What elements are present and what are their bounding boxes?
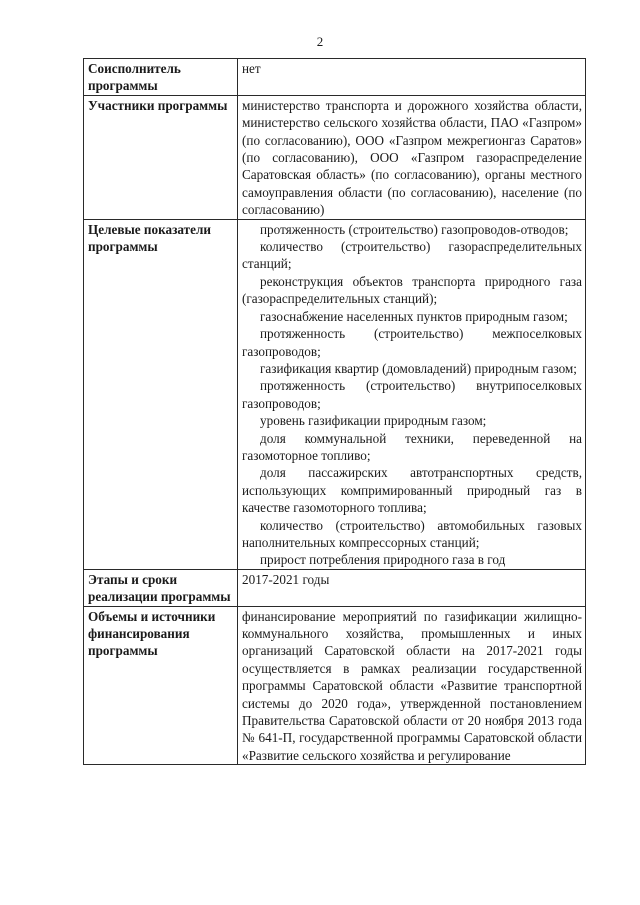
- table-row: [84, 569, 586, 606]
- value-paragraph: финансирование мероприятий по газификации жилищно-коммунального хозяйства, промышленных и иных организаций Саратовской области на 2017-2021 годы осуществляется в рамках реализации государственной программы Саратовской области «Развитие транспортной системы до 2020 года», утвержденной постановлением Правительства Саратовской области от 20 ноября 2013 года № 641-П, государственной программы Саратовской области «Развитие сельского хозяйства и регулирование: [242, 608, 582, 763]
- value-paragraph: протяженность (строительство) межпоселковых газопроводов;: [242, 326, 582, 359]
- value-paragraph: доля коммунальной техники, переведенной на газомоторное топливо;: [242, 430, 582, 463]
- value-paragraph: нет: [242, 61, 261, 76]
- table-row: [84, 59, 586, 96]
- row-label: Участники программы: [84, 95, 238, 219]
- value-paragraph: количество (строительство) газораспределительных станций;: [242, 239, 582, 272]
- value-paragraph: доля пассажирских автотранспортных средств, использующих компримированный природный газ в качестве газомоторного топлива;: [242, 465, 582, 516]
- value-paragraph: министерство транспорта и дорожного хозяйства области, министерство сельского хозяйства области, ПАО «Газпром» (по согласованию), ООО «Газпром межрегионгаз Саратов» (по согласованию), ООО «Газпром газораспределение Саратовская область» (по согласованию), органы местного самоуправления области (по согласованию), население (по согласованию): [242, 97, 582, 218]
- value-paragraph: прирост потребления природного газа в год: [260, 552, 506, 568]
- table-body: [84, 59, 586, 765]
- value-paragraph: уровень газификации природным газом;: [260, 413, 487, 429]
- value-paragraph: газоснабжение населенных пунктов природным газом;: [260, 308, 568, 324]
- row-value: [238, 95, 586, 219]
- value-paragraph: протяженность (строительство) газопроводов-отводов;: [260, 221, 569, 237]
- row-value: [238, 59, 586, 96]
- value-paragraph: 2017-2021 годы: [242, 571, 330, 587]
- row-value: [238, 569, 586, 606]
- value-paragraph: протяженность (строительство) внутрипоселковых газопроводов;: [242, 378, 582, 411]
- table-row: [84, 219, 586, 569]
- table-row: [84, 95, 586, 219]
- row-label: Этапы и сроки реализации программы: [84, 569, 238, 606]
- row-value: [238, 606, 586, 765]
- value-paragraph: газификация квартир (домовладений) природным газом;: [260, 360, 577, 376]
- program-passport-table: [83, 58, 586, 765]
- value-paragraph: реконструкция объектов транспорта природного газа (газораспределительных станций);: [242, 273, 582, 307]
- row-label: Целевые показатели программы: [84, 219, 238, 569]
- row-value: [238, 219, 586, 569]
- table-row: [84, 606, 586, 765]
- value-paragraph: количество (строительство) автомобильных газовых наполнительных компрессорных станций;: [242, 517, 582, 550]
- row-label: Соисполнитель программы: [84, 59, 238, 96]
- page-number: 2: [316, 34, 324, 49]
- row-label: Объемы и источники финансирования программы: [84, 606, 238, 765]
